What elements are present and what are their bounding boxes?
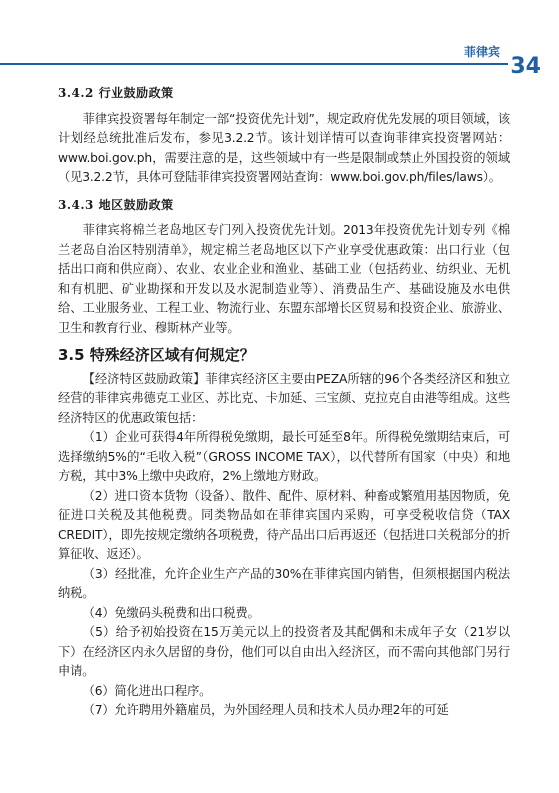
list-item: （1）企业可获得4年所得税免缴期，最长可延至8年。所得税免缴期结束后，可选择缴纳5%的“毛收入税”（GROSS INCOME TAX），以代替所有国家（中央）和地方税，其中3%上缴中央政府，2%上缴地方财政。 <box>58 430 510 483</box>
list-item: （6）简化进出口程序。 <box>82 683 212 698</box>
section-3-4-3 <box>58 196 510 339</box>
list-item: （3）经批准，允许企业生产产品的30%在菲律宾国内销售，但须根据国内税法纳税。 <box>58 566 510 600</box>
list-item: （7）允许聘用外籍雇员，为外国经理人员和技术人员办理2年的可延 <box>82 703 449 717</box>
paragraph: 菲律宾投资署每年制定一部“投资优先计划”，规定政府优先发展的项目领域，该计划经总统批准后发布，参见3.2.2节。该计划详情可以查询菲律宾投资署网站：www.boi.gov.ph，需要注意的是，这些领域中有一些是限制或禁止外国投资的领域（见3.2.2节，具体可登陆菲律宾投资署网站查询：www.boi.gov.ph/files/laws）。 <box>58 111 510 184</box>
section-heading: 3.4.2 行业鼓励政策 <box>58 86 174 100</box>
header-rule <box>0 63 508 65</box>
list-item: （5）给予初始投资在15万美元以上的投资者及其配偶和未成年子女（21岁以下）在经济区内永久居留的身份，他们可以自由出入经济区，而不需向其他部门另行申请。 <box>58 625 510 678</box>
section-3-4-2 <box>58 84 510 188</box>
page-content <box>58 84 510 721</box>
section-heading: 3.4.3 地区鼓励政策 <box>58 197 174 212</box>
section-3-5 <box>58 346 510 721</box>
list-item: （4）免缴码头税费和出口税费。 <box>82 605 260 620</box>
header-title: 菲律宾 <box>463 45 500 59</box>
page-number: 34 <box>510 54 541 79</box>
section-heading: 3.5 特殊经济区域有何规定？ <box>58 346 255 364</box>
paragraph: 菲律宾将棉兰老岛地区专门列入投资优先计划。2013年投资优先计划专列《棉兰老岛自治区特别清单》，规定棉兰老岛地区以下产业享受优惠政策：出口行业（包括出口商和供应商）、农业、农业企业和渔业、基础工业（包括药业、纺织业、无机和有机肥、矿业勘探和开发以及水泥制造业等）、消费品生产、基础设施及水电供给、工业服务业、工程工业、物流行业、东盟东部增长区贸易和投资企业、旅游业、卫生和教育行业、穆斯林产业等。 <box>58 223 510 335</box>
list-item: （2）进口资本货物（设备）、散件、配件、原材料、种畜或繁殖用基因物质，免征进口关税及其他税费。同类物品如在菲律宾国内采购，可享受税收信贷（TAX CREDIT），即先按规定缴纳各项税费，待产品出口后再返还（包括进口关税部分的折算征收、返还）。 <box>58 488 510 561</box>
paragraph: 【经济特区鼓励政策】菲律宾经济区主要由PEZA所辖的96个各类经济区和独立经营的菲律宾弗德克工业区、苏比克、卡加延、三宝颜、克拉克自由港等组成。这些经济特区的优惠政策包括： <box>58 371 510 425</box>
